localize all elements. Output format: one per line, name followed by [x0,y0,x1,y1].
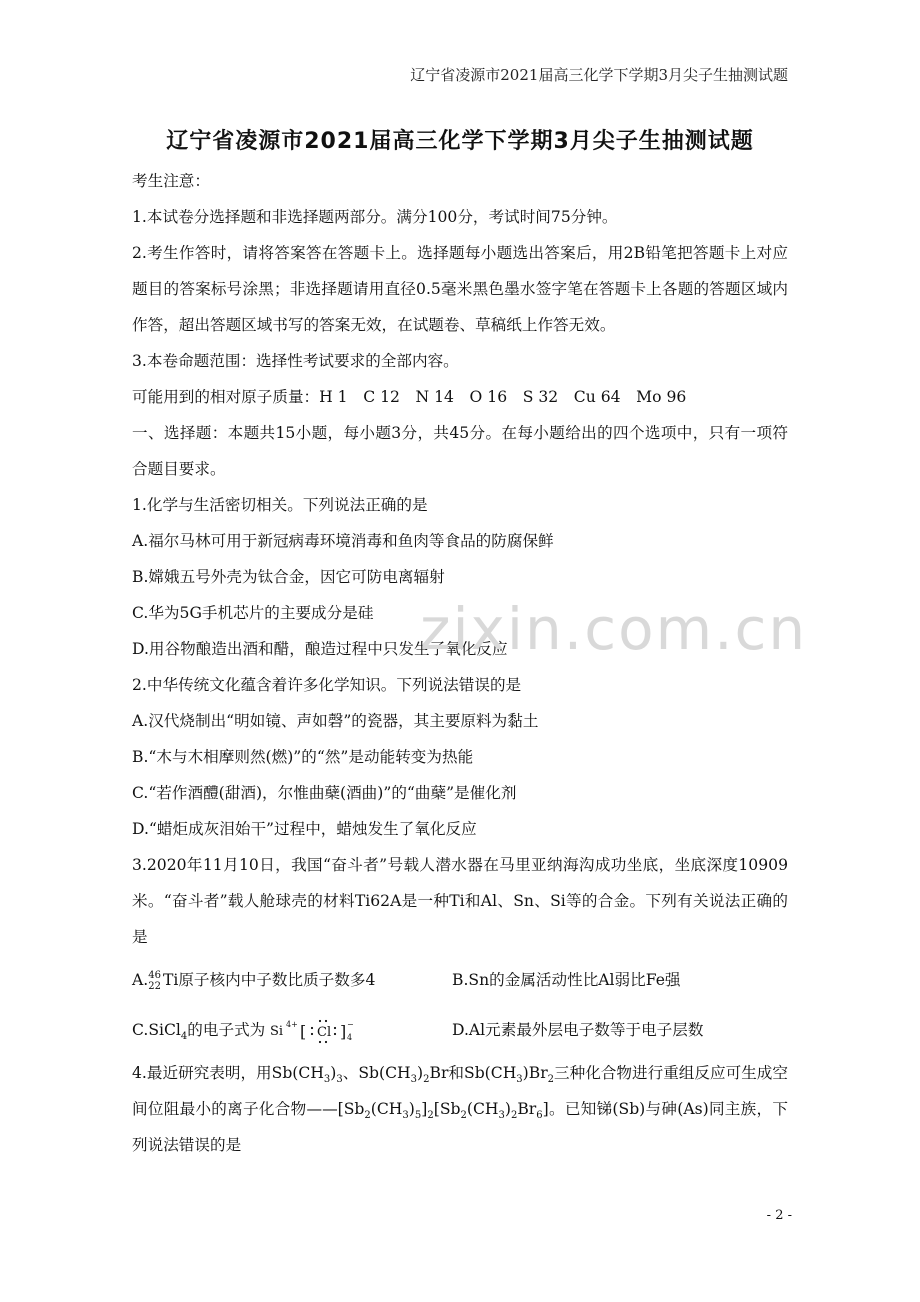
notice-item-1: 1.本试卷分选择题和非选择题两部分。满分100分，考试时间75分钟。 [132,208,618,226]
q1-option-c: C.华为5G手机芯片的主要成分是硅 [132,604,374,622]
running-header: 辽宁省凌源市2021届高三化学下学期3月尖子生抽测试题 [410,66,788,84]
electron-dot [325,1020,327,1022]
q1-option-a: A.福尔马林可用于新冠病毒环境消毒和鱼肉等食品的防腐保鲜 [132,532,554,550]
q3-options-row-2 [132,1005,788,1055]
q1-option-d: D.用谷物酿造出酒和醋，酿造过程中只发生了氧化反应 [132,640,508,658]
lewis-structure-diagram [270,1016,366,1046]
subscript: 3 [498,1110,505,1122]
notice-item-2: 2.考生作答时，请将答案答在答题卡上。选择题每小题选出答案后，用2B铅笔把答题卡上对应题目的答案标号涂黑；非选择题请用直径0.5毫米黑色墨水签字笔在答题卡上各题的答题区域内作答，超出答题区域书写的答案无效，在试题卷、草稿纸上作答无效。 [132,244,788,334]
subscript: 2 [460,1110,467,1122]
q3-option-d: D.Al元素最外层电子数等于电子层数 [452,1021,704,1039]
q4-text: ) [330,1064,337,1082]
subscript: 3 [402,1110,409,1122]
mass-number: 46 [148,970,161,981]
q4-text: 4.最近研究表明，用Sb(CH [132,1064,324,1082]
electron-dot [334,1033,336,1035]
q2-option-b: B.“木与木相摩则然(燃)”的“然”是动能转变为热能 [132,748,474,766]
lewis-si: Si [270,1024,284,1039]
subscript: 3 [323,1074,331,1086]
lewis-right-bracket: ] [340,1022,347,1041]
q4-text: ) [504,1100,511,1118]
q2-option-d: D.“蜡炬成灰泪始干”过程中，蜡烛发生了氧化反应 [132,820,477,838]
subscript: 6 [536,1110,543,1122]
subscript: 5 [414,1110,422,1122]
watermark: zixin.com.cn [420,595,808,663]
q4-text: (CH [370,1100,403,1118]
q4-text: )Br [522,1064,548,1082]
q2-option-a: A.汉代烧制出“明如镜、声如磬”的瓷器，其主要原料为黏土 [132,712,539,730]
q4-text: 三种化合物进行重组反应可生成空间位阻最小的离子化合物——[Sb [132,1064,788,1118]
electron-dot [334,1027,336,1029]
q3-options-row-1 [132,955,788,1005]
nuclide-notation [148,970,161,992]
q4-stem [132,1055,788,1163]
document-body [132,163,788,1163]
q3-option-c [132,1005,452,1055]
subscript: 3 [516,1074,523,1086]
subscript: 2 [427,1110,434,1122]
q4-text: Br和Sb(CH [429,1064,517,1082]
q2-stem: 2.中华传统文化蕴含着许多化学知识。下列说法错误的是 [132,676,522,694]
page-number: - 2 - [766,1208,792,1223]
q4-text: ]。已知锑(Sb)与砷(As)同主族，下列说法错误的是 [132,1100,788,1154]
subscript: 2 [547,1074,555,1086]
q3-c-text: 的电子式为 [187,1021,266,1039]
subscript: 2 [510,1110,518,1122]
q3-option-b: B.Sn的金属活动性比Al弱比Fe强 [452,971,681,989]
notice-item-3: 3.本卷命题范围：选择性考试要求的全部内容。 [132,352,459,370]
lewis-si-charge: 4+ [286,1020,299,1029]
electron-dot [319,1041,321,1043]
atomic-mass-line: 可能用到的相对原子质量：H 1 C 12 N 14 O 16 S 32 Cu 64 Mo 96 [132,388,687,406]
q4-text: ] [421,1100,428,1118]
electron-dot [311,1027,313,1029]
q4-text: [Sb [433,1100,461,1118]
q4-text: ) [417,1064,424,1082]
notice-heading: 考生注意： [132,172,210,190]
page-title: 辽宁省凌源市2021届高三化学下学期3月尖子生抽测试题 [166,129,754,154]
q4-text: Br [517,1100,537,1118]
q3-a-text: Ti原子核内中子数比质子数多4 [162,971,376,989]
q3-c-prefix: C.SiCl [132,1021,181,1039]
q3-option-a [132,955,452,1005]
subscript: 2 [364,1110,371,1122]
electron-dot [311,1033,313,1035]
lewis-cl-count: 4 [347,1033,353,1042]
q1-stem: 1.化学与生活密切相关。下列说法正确的是 [132,496,428,514]
q3-stem: 3.2020年11月10日，我国“奋斗者”号载人潜水器在马里亚纳海沟成功坐底，坐底深度10909米。“奋斗者”载人舱球壳的材料Ti62A是一种Ti和Al、Sn、Si等的合金。下列有关说法正确的是 [132,856,788,946]
electron-dot [319,1020,321,1022]
q4-text: (CH [466,1100,499,1118]
electron-dot [325,1041,327,1043]
q2-option-c: C.“若作酒醴(甜酒)，尔惟曲蘖(酒曲)”的“曲蘖”是催化剂 [132,784,517,802]
lewis-cl: Cl [317,1025,332,1040]
q3-a-prefix: A. [132,971,149,989]
lewis-left-bracket: [ [300,1022,307,1041]
atomic-number: 22 [148,981,161,992]
subscript: 3 [410,1074,418,1086]
q4-text: ) [408,1100,415,1118]
q4-text: 、Sb(CH [342,1064,411,1082]
q3-c-sub: 4 [180,1031,188,1043]
lewis-cl-charge: − [347,1020,354,1029]
subscript: 3 [336,1074,343,1086]
subscript: 2 [423,1074,430,1086]
q1-option-b: B.嫦娥五号外壳为钛合金，因它可防电离辐射 [132,568,445,586]
section-heading: 一、选择题：本题共15小题，每小题3分，共45分。在每小题给出的四个选项中，只有一项符合题目要求。 [132,424,788,478]
